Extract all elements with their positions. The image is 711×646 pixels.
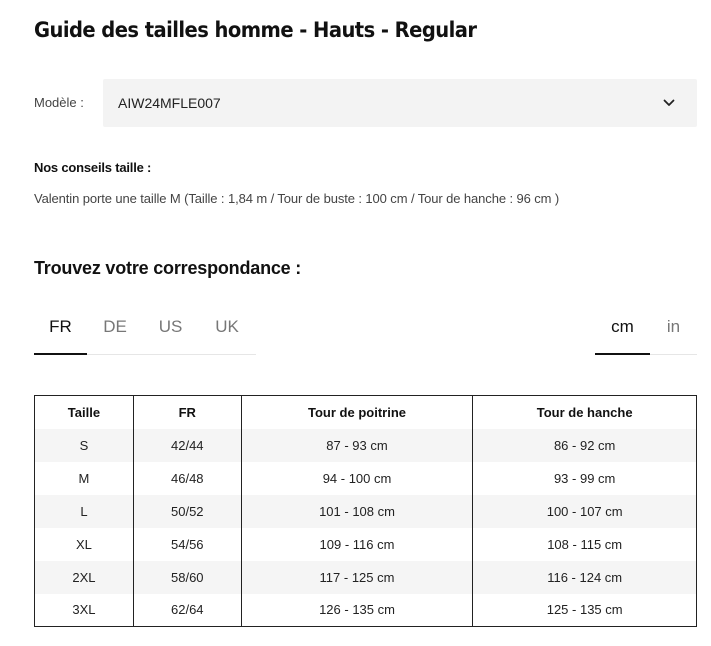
table-row [35,429,697,462]
cell-taille: S [35,429,134,462]
cell-poitrine: 101 - 108 cm [241,495,473,528]
header-taille: Taille [35,396,134,429]
size-table [34,395,697,627]
cell-fr: 46/48 [133,462,241,495]
cell-poitrine: 126 - 135 cm [241,594,473,627]
cell-taille: M [35,462,134,495]
cell-fr: 42/44 [133,429,241,462]
cell-fr: 54/56 [133,528,241,561]
match-title: Trouvez votre correspondance : [34,258,302,278]
cell-taille: L [35,495,134,528]
model-select[interactable] [103,79,697,127]
cell-hanche: 93 - 99 cm [473,462,697,495]
cell-hanche: 86 - 92 cm [473,429,697,462]
header-tour-de-poitrine: Tour de poitrine [241,396,473,429]
table-row [35,462,697,495]
cell-fr: 62/64 [133,594,241,627]
model-label: Modèle : [34,95,84,110]
unit-tabs [595,300,697,355]
cell-fr: 50/52 [133,495,241,528]
page-title: Guide des tailles homme - Hauts - Regular [34,18,477,42]
cell-hanche: 125 - 135 cm [473,594,697,627]
cell-taille: 3XL [35,594,134,627]
cell-hanche: 108 - 115 cm [473,528,697,561]
advice-title: Nos conseils taille : [34,160,152,175]
tab-uk[interactable]: UK [215,317,239,336]
cell-hanche: 100 - 107 cm [473,495,697,528]
region-tabs [34,300,256,355]
table-row [35,561,697,594]
table-header-row [35,396,697,429]
cell-hanche: 116 - 124 cm [473,561,697,594]
advice-text: Valentin porte une taille M (Taille : 1,84 m / Tour de buste : 100 cm / Tour de hanche : 96 cm ) [34,191,560,206]
table-row [35,528,697,561]
cell-taille: 2XL [35,561,134,594]
header-fr: FR [133,396,241,429]
cell-poitrine: 87 - 93 cm [241,429,473,462]
cell-poitrine: 109 - 116 cm [241,528,473,561]
cell-poitrine: 117 - 125 cm [241,561,473,594]
cell-poitrine: 94 - 100 cm [241,462,473,495]
tab-us[interactable]: US [158,317,183,336]
table-row [35,594,697,627]
header-tour-de-hanche: Tour de hanche [473,396,697,429]
model-select-value: AIW24MFLE007 [118,95,221,111]
cell-fr: 58/60 [133,561,241,594]
tab-cm[interactable]: cm [595,300,650,354]
tab-in[interactable]: in [666,317,681,336]
table-row [35,495,697,528]
cell-taille: XL [35,528,134,561]
tab-fr[interactable]: FR [34,300,87,354]
chevron-down-icon [663,97,675,109]
tab-de[interactable]: DE [103,317,127,336]
